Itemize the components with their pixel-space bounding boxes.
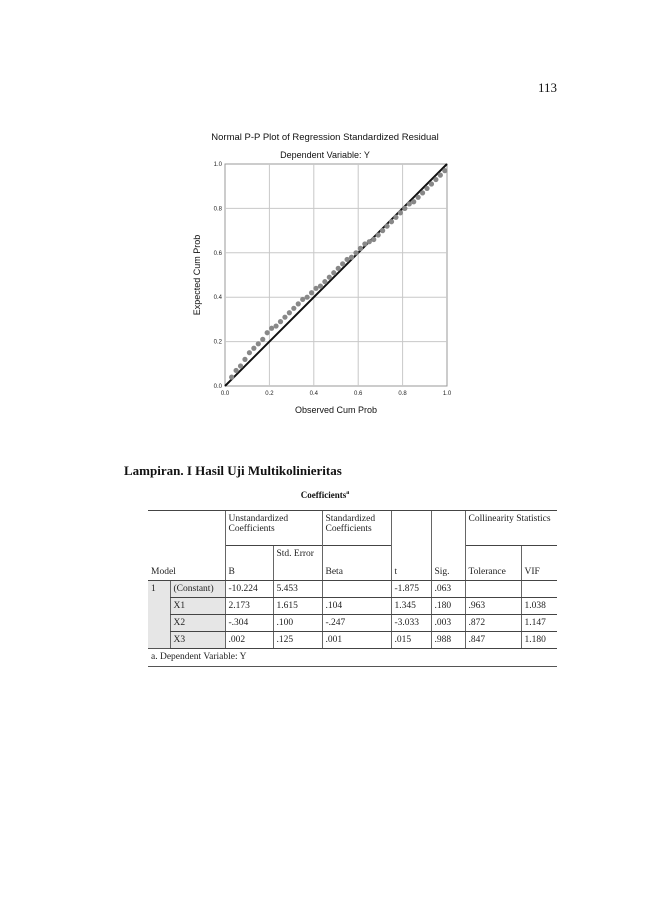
data-point — [265, 330, 270, 335]
y-tick-label: 0.8 — [213, 206, 222, 213]
data-point — [327, 275, 332, 280]
row-label: X3 — [170, 631, 225, 648]
header-empty — [148, 511, 225, 546]
cell-vif: 1.038 — [521, 597, 557, 614]
data-point — [322, 279, 327, 284]
reference-line — [225, 164, 447, 386]
footnote-row — [148, 648, 557, 666]
header-row-1 — [148, 511, 557, 546]
data-point — [300, 297, 305, 302]
cell-beta — [322, 580, 391, 597]
row-label: X1 — [170, 597, 225, 614]
cell-tolerance: .963 — [465, 597, 521, 614]
data-point — [305, 295, 310, 300]
y-tick-label: 1.0 — [213, 162, 222, 168]
data-point — [313, 286, 318, 291]
coefficients-table — [148, 510, 557, 667]
table-row — [148, 614, 557, 631]
header-collinearity: Collinearity Statistics — [465, 511, 557, 546]
data-point — [291, 306, 296, 311]
y-axis-label: Expected Cum Prob — [192, 234, 202, 316]
data-point — [353, 250, 358, 255]
cell-vif — [521, 580, 557, 597]
cell-b: .002 — [225, 631, 273, 648]
cell-b: -.304 — [225, 614, 273, 631]
x-tick-label: 0.4 — [309, 391, 318, 397]
cell-tolerance: .847 — [465, 631, 521, 648]
header-b: B — [225, 546, 273, 581]
data-point — [229, 375, 234, 380]
cell-beta: .001 — [322, 631, 391, 648]
x-tick-label: 0.2 — [265, 391, 274, 397]
data-point — [402, 206, 407, 211]
cell-beta: -.247 — [322, 614, 391, 631]
data-point — [389, 219, 394, 224]
data-point — [371, 237, 376, 242]
data-point — [309, 290, 314, 295]
y-tick-label: 0.4 — [213, 295, 222, 302]
data-point — [442, 168, 447, 173]
data-point — [242, 357, 247, 362]
data-point — [433, 177, 438, 182]
header-sig-blank — [431, 511, 465, 546]
data-point — [256, 341, 261, 346]
y-tick-label: 0.2 — [213, 339, 222, 346]
data-point — [362, 241, 367, 246]
data-point — [296, 301, 301, 306]
chart-title: Normal P-P Plot of Regression Standardized Residual — [211, 132, 439, 143]
x-tick-label: 0.0 — [220, 391, 230, 397]
data-point — [438, 173, 443, 178]
cell-sig: .063 — [431, 580, 465, 597]
data-point — [429, 181, 434, 186]
x-axis-label: Observed Cum Prob — [294, 405, 378, 415]
x-tick-label: 0.8 — [398, 391, 407, 397]
cell-b: -10.224 — [225, 580, 273, 597]
cell-tolerance — [465, 580, 521, 597]
data-point — [424, 186, 429, 191]
table-footnote: a. Dependent Variable: Y — [148, 648, 557, 666]
cell-sig: .988 — [431, 631, 465, 648]
data-point — [273, 323, 278, 328]
cell-std-error: .100 — [273, 614, 322, 631]
model-number: 1 — [148, 580, 170, 648]
data-point — [318, 284, 323, 289]
cell-t: -3.033 — [391, 614, 431, 631]
data-point — [282, 315, 287, 320]
row-label: X2 — [170, 614, 225, 631]
data-point — [331, 270, 336, 275]
table-row — [148, 631, 557, 648]
cell-t: 1.345 — [391, 597, 431, 614]
header-beta: Beta — [322, 546, 391, 581]
data-point — [380, 228, 385, 233]
data-point — [416, 195, 421, 200]
header-vif: VIF — [521, 546, 557, 581]
y-tick-label: 0.0 — [213, 384, 222, 390]
cell-std-error: 5.453 — [273, 580, 322, 597]
header-t-blank — [391, 511, 431, 546]
x-tick-label: 1.0 — [442, 391, 452, 397]
header-sig: Sig. — [431, 546, 465, 581]
cell-tolerance: .872 — [465, 614, 521, 631]
row-label: (Constant) — [170, 580, 225, 597]
page-number: 113 — [537, 80, 557, 95]
data-point — [251, 346, 256, 351]
table-title — [0, 490, 650, 500]
pp-plot — [180, 128, 470, 428]
cell-sig: .003 — [431, 614, 465, 631]
section-title: Lampiran. I Hasil Uji Multikolinieritas — [124, 463, 342, 478]
x-tick-label: 0.6 — [354, 391, 363, 397]
data-point — [376, 232, 381, 237]
table-title-text: Coefficients — [300, 490, 347, 500]
data-point — [340, 261, 345, 266]
header-std-error: Std. Error — [273, 546, 322, 581]
data-point — [349, 255, 354, 260]
data-point — [234, 368, 239, 373]
data-point — [358, 246, 363, 251]
table-row — [148, 597, 557, 614]
data-point — [238, 363, 243, 368]
data-point — [247, 350, 252, 355]
cell-beta: .104 — [322, 597, 391, 614]
cell-sig: .180 — [431, 597, 465, 614]
chart-subtitle: Dependent Variable: Y — [280, 150, 370, 160]
data-point — [411, 199, 416, 204]
data-point — [407, 201, 412, 206]
header-standardized: Standardized Coefficients — [322, 511, 391, 546]
cell-b: 2.173 — [225, 597, 273, 614]
cell-vif: 1.180 — [521, 631, 557, 648]
header-model: Model — [148, 546, 225, 581]
table-row — [148, 580, 557, 597]
cell-t: -1.875 — [391, 580, 431, 597]
data-point — [336, 266, 341, 271]
data-point — [393, 215, 398, 220]
data-point — [384, 224, 389, 229]
data-point — [420, 190, 425, 195]
data-point — [345, 257, 350, 262]
data-point — [260, 337, 265, 342]
data-point — [367, 239, 372, 244]
data-point — [278, 319, 283, 324]
header-t: t — [391, 546, 431, 581]
y-tick-label: 0.6 — [213, 250, 222, 257]
cell-vif: 1.147 — [521, 614, 557, 631]
header-row-2 — [148, 546, 557, 581]
header-tolerance: Tolerance — [465, 546, 521, 581]
data-point — [398, 210, 403, 215]
cell-std-error: .125 — [273, 631, 322, 648]
table-title-superscript: a — [346, 490, 350, 496]
cell-t: .015 — [391, 631, 431, 648]
cell-std-error: 1.615 — [273, 597, 322, 614]
data-point — [269, 326, 274, 331]
header-unstandardized: Unstandardized Coefficients — [225, 511, 322, 546]
data-point — [287, 310, 292, 315]
